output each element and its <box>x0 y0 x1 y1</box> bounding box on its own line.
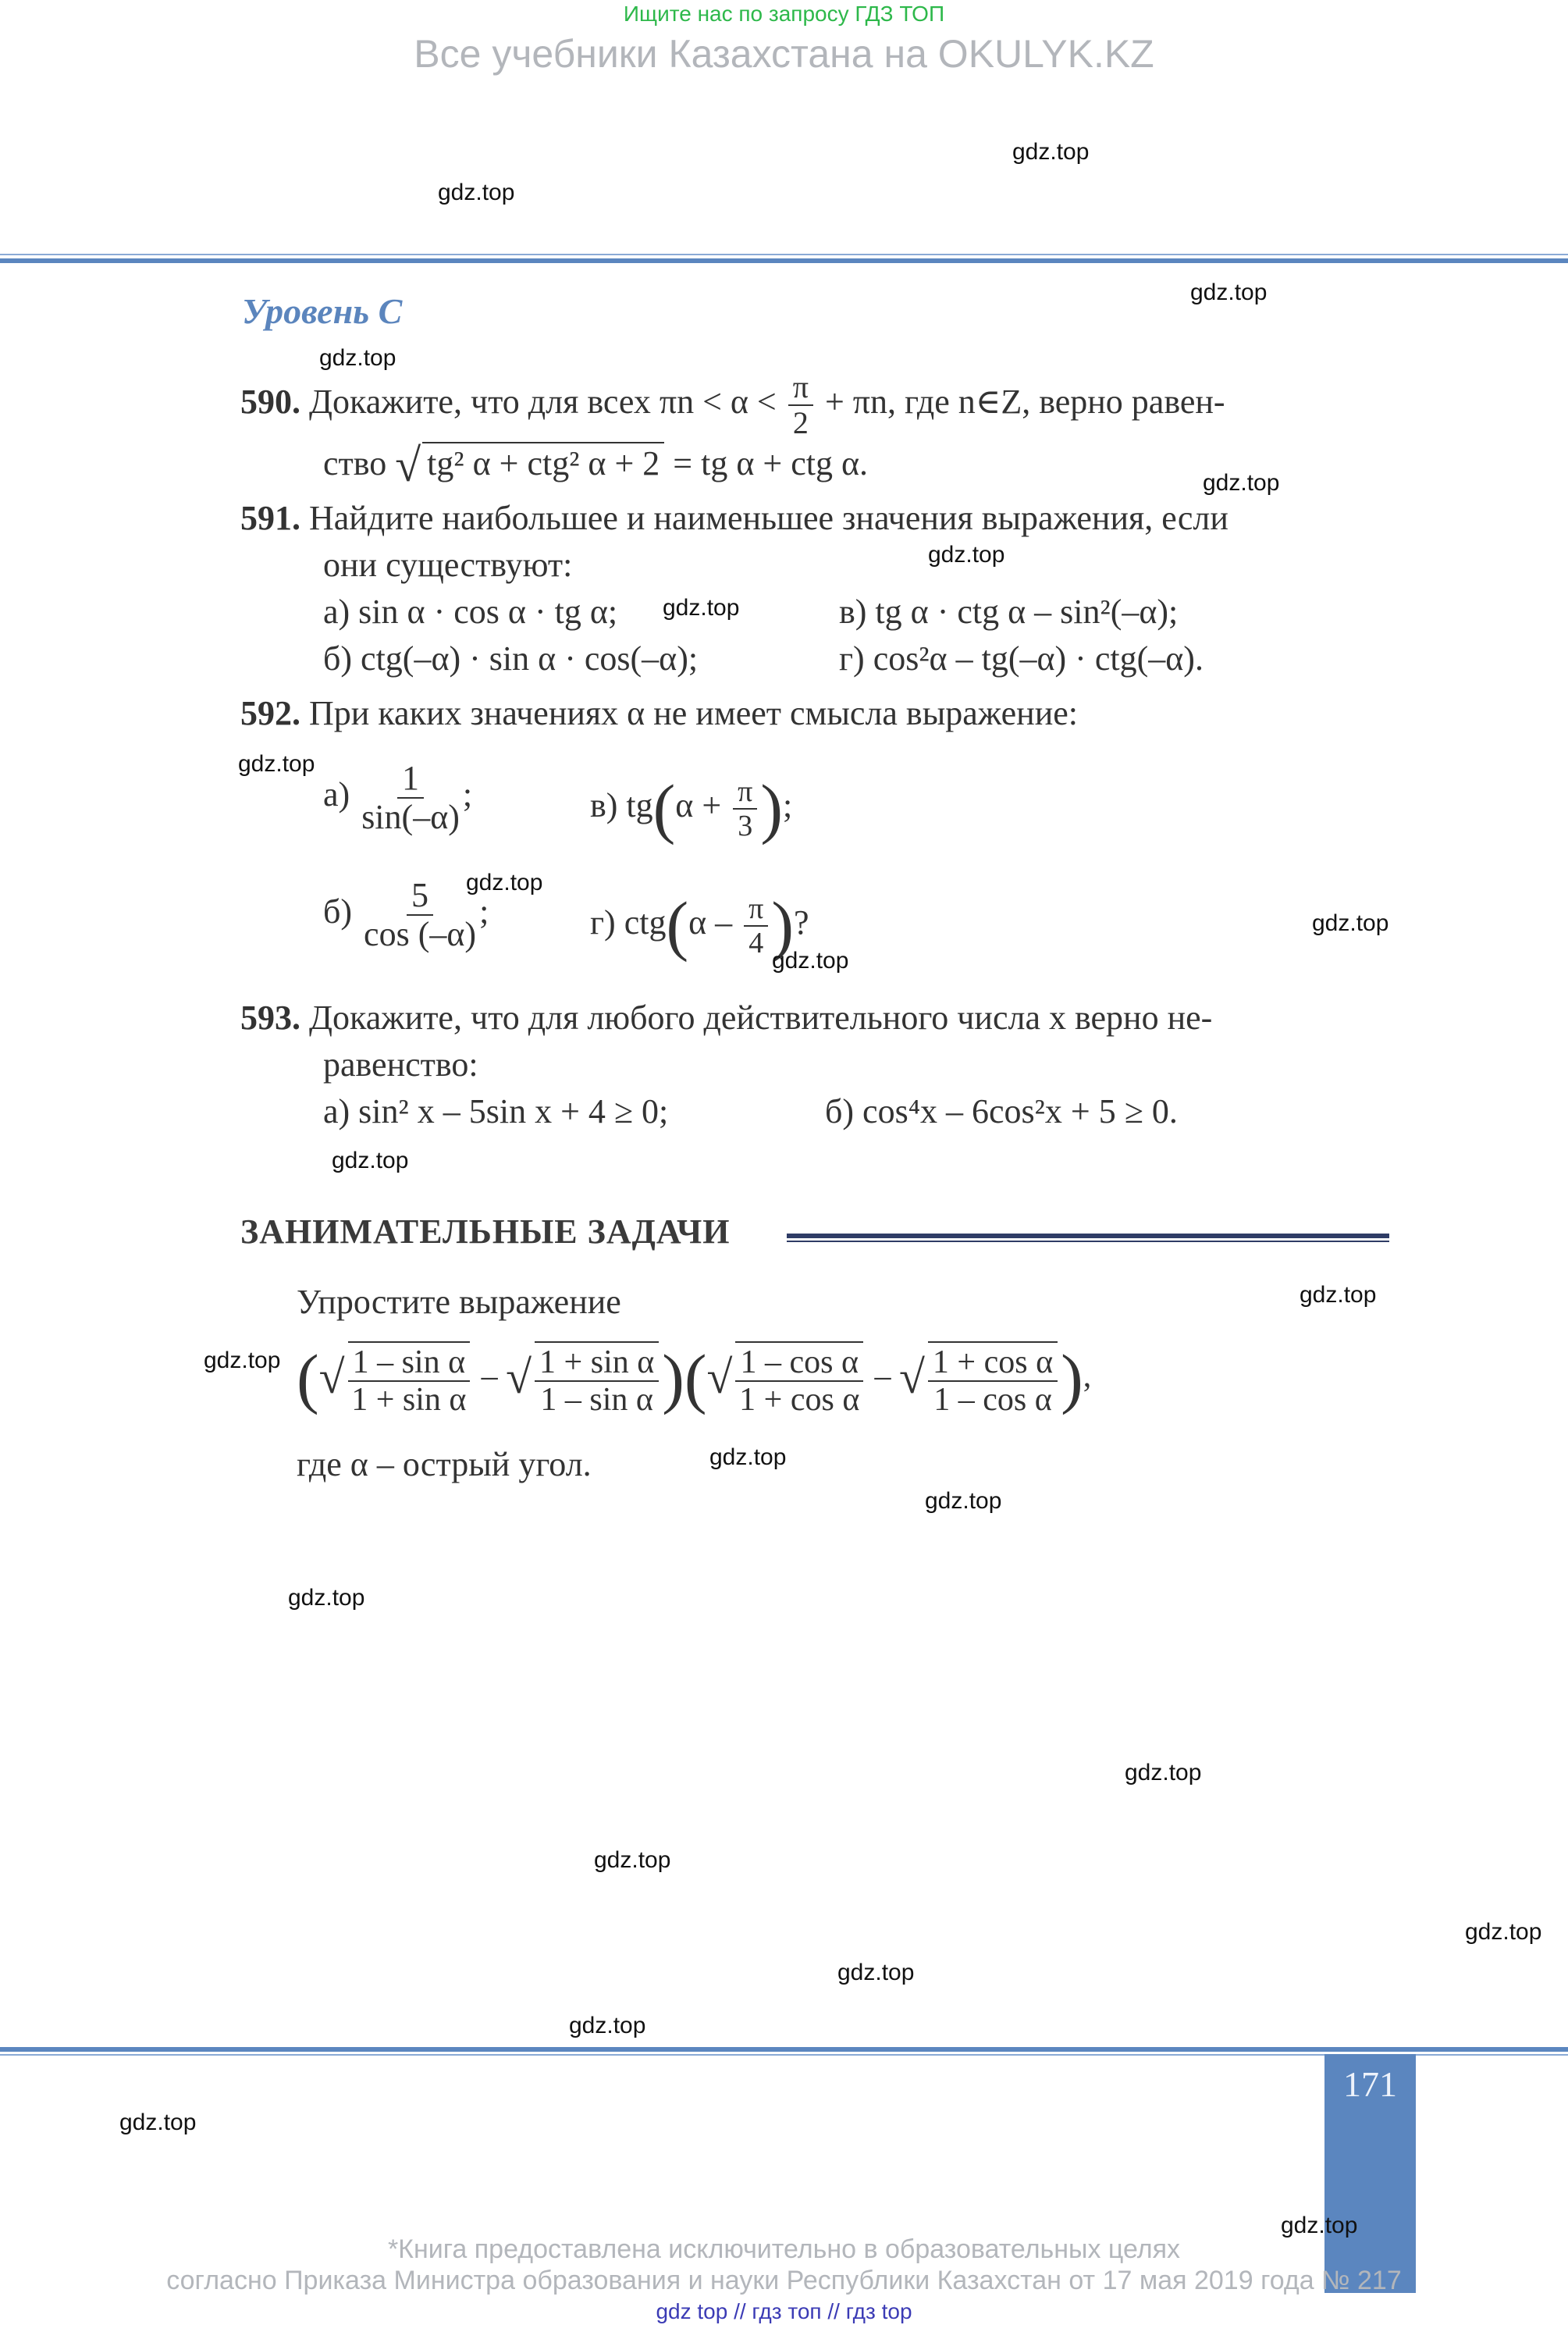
problem-number: 593. <box>240 999 300 1037</box>
item-tail: ? <box>793 903 809 942</box>
problem-text: ство <box>323 444 387 482</box>
paren-open: ( <box>666 888 689 963</box>
problem-593-item-b: б) cos⁴x – 6cos²x + 5 ≥ 0. <box>825 1092 1178 1130</box>
footer-note-line1: *Книга предоставлена исключительно в образовательных целях <box>387 2234 1181 2264</box>
watermark: gdz.top <box>1190 279 1268 305</box>
problem-592-item-a <box>323 761 472 835</box>
fraction-numerator: π <box>788 372 813 406</box>
paren-close: ) <box>771 888 794 963</box>
watermark: gdz.top <box>319 345 396 371</box>
paren-close: ) <box>1061 1340 1083 1415</box>
watermark: gdz.top <box>119 2109 197 2135</box>
problem-text: = tg α + ctg α. <box>673 444 868 482</box>
fraction <box>735 1341 863 1419</box>
problem-591-item-v: в) tg α · ctg α – sin²(–α); <box>839 593 1179 631</box>
sqrt-content: tg² α + ctg² α + 2 <box>422 442 664 483</box>
fraction <box>535 1341 659 1419</box>
fraction-numerator: π <box>744 894 768 927</box>
radical-sign: √ <box>395 440 421 491</box>
fraction-numerator: 1 + cos α <box>928 1346 1058 1382</box>
header-rule <box>0 258 1568 263</box>
expression-end: , <box>1083 1358 1092 1394</box>
section-heading-rule-thin <box>787 1241 1389 1242</box>
fraction-denominator: 3 <box>738 809 753 842</box>
item-label: г) ctg <box>590 903 667 942</box>
watermark: gdz.top <box>1203 470 1280 496</box>
watermark: gdz.top <box>438 180 515 205</box>
problem-text: Докажите, что для всех πn < α < <box>309 383 777 422</box>
watermark: gdz.top <box>1012 139 1090 165</box>
level-title: Уровень С <box>242 291 403 331</box>
problem-text: Докажите, что для любого действительного числа x верно не- <box>309 999 1213 1037</box>
fraction <box>361 761 460 835</box>
fraction-numerator: π <box>733 777 757 810</box>
watermark: gdz.top <box>332 1148 409 1173</box>
section-heading: ЗАНИМАТЕЛЬНЫЕ ЗАДАЧИ <box>240 1212 731 1251</box>
radical-sign: √ <box>706 1351 733 1403</box>
fraction-denominator: 4 <box>748 926 764 960</box>
radical-sign: √ <box>898 1351 925 1403</box>
watermark: gdz.top <box>466 870 543 895</box>
section-heading-rule <box>787 1234 1389 1238</box>
fraction-denominator: 1 – sin α <box>540 1382 653 1419</box>
paren-open: ( <box>652 771 676 846</box>
fraction <box>733 774 757 842</box>
problem-590-line2 <box>323 439 868 493</box>
fraction-numerator: 5 <box>407 878 433 916</box>
fraction <box>744 894 768 958</box>
fraction <box>788 369 813 440</box>
fraction <box>364 878 476 952</box>
fraction-numerator: 1 + sin α <box>535 1346 659 1382</box>
search-hint-banner: Ищите нас по запросу ГДЗ ТОП <box>623 2 945 26</box>
problem-593-line2: равенство: <box>323 1045 478 1084</box>
item-label: в) tg <box>590 786 653 824</box>
watermark: gdz.top <box>1125 1760 1202 1785</box>
watermark: gdz.top <box>594 1847 671 1873</box>
fraction-denominator: 1 + cos α <box>739 1382 860 1419</box>
page-number: 171 <box>1343 2064 1397 2104</box>
item-tail: ; <box>783 786 793 824</box>
paren-open: ( <box>297 1340 319 1415</box>
watermark: gdz.top <box>569 2013 646 2038</box>
watermark: gdz.top <box>238 751 315 777</box>
problem-592-item-b <box>323 878 489 952</box>
minus-sign: – <box>481 1358 498 1394</box>
fraction <box>928 1341 1058 1419</box>
problem-number: 592. <box>240 694 300 732</box>
problem-590-line1 <box>240 369 1225 440</box>
header-rule-top <box>0 254 1568 255</box>
paren-close: ) <box>662 1340 684 1415</box>
section-intro: Упростите выражение <box>297 1283 621 1321</box>
fraction-numerator: 1 – cos α <box>735 1346 863 1382</box>
radical-sign: √ <box>506 1351 532 1403</box>
item-label: а) <box>323 775 350 814</box>
watermark: gdz.top <box>1465 1919 1542 1945</box>
minus-sign: – <box>874 1358 891 1394</box>
watermark: gdz.top <box>928 542 1005 568</box>
watermark: gdz.top <box>1312 910 1389 936</box>
paren-close: ) <box>760 771 783 846</box>
problem-593-item-a: а) sin² x – 5sin x + 4 ≥ 0; <box>323 1092 669 1130</box>
item-tail: ; <box>479 892 489 931</box>
watermark: gdz.top <box>772 948 849 974</box>
fraction-denominator: 1 – cos α <box>933 1382 1052 1419</box>
problem-591-line1 <box>240 498 1228 538</box>
section-outro: где α – острый угол. <box>297 1445 592 1483</box>
fraction-numerator: 1 <box>397 761 424 799</box>
paren-open: ( <box>684 1340 707 1415</box>
problem-591-line2: они существуют: <box>323 546 573 584</box>
footer-rule <box>0 2047 1568 2052</box>
item-inner: α – <box>688 903 733 942</box>
problem-text: При каких значениях α не имеет смысла выражение: <box>309 694 1078 732</box>
watermark: gdz.top <box>1300 1282 1377 1308</box>
footer-note-line2: согласно Приказа Министра образования и науки Республики Казахстан от 17 мая 2019 года № 217 <box>166 2266 1402 2295</box>
problem-text: + πn, где n∈Z, верно равен- <box>824 383 1225 422</box>
watermark: gdz.top <box>709 1444 787 1470</box>
fraction-denominator: cos (–α) <box>364 915 477 953</box>
fraction-denominator: 1 + sin α <box>351 1382 467 1419</box>
problem-592-line1 <box>240 693 1078 733</box>
item-label: б) <box>323 892 353 931</box>
problem-591-item-b: б) ctg(–α) · sin α · cos(–α); <box>323 639 699 678</box>
problem-number: 590. <box>240 383 300 422</box>
problem-text: Найдите наибольшее и наименьшее значения выражения, если <box>309 499 1228 537</box>
radical-sign: √ <box>318 1351 345 1403</box>
simplify-expression <box>297 1339 1091 1417</box>
fraction-denominator: sin(–α) <box>361 798 460 836</box>
problem-591-item-g: г) cos²α – tg(–α) · ctg(–α). <box>839 639 1204 678</box>
fraction-denominator: 2 <box>792 405 809 440</box>
watermark: gdz.top <box>288 1585 365 1611</box>
problem-593-line1 <box>240 998 1212 1038</box>
problem-592-item-v <box>590 769 792 847</box>
fraction <box>348 1341 471 1419</box>
footer-links[interactable]: gdz top // гдз топ // гдз top <box>656 2299 912 2323</box>
watermark: gdz.top <box>663 595 740 621</box>
fraction-numerator: 1 – sin α <box>348 1346 471 1382</box>
watermark: gdz.top <box>837 1960 915 1985</box>
problem-number: 591. <box>240 499 300 537</box>
item-inner: α + <box>675 786 722 824</box>
watermark: gdz.top <box>204 1348 281 1373</box>
watermark: gdz.top <box>1281 2213 1358 2238</box>
watermark: gdz.top <box>925 1488 1002 1514</box>
item-tail: ; <box>462 775 473 814</box>
problem-591-item-a: а) sin α · cos α · tg α; <box>323 593 618 631</box>
site-banner: Все учебники Казахстана на OKULYK.KZ <box>414 32 1154 76</box>
